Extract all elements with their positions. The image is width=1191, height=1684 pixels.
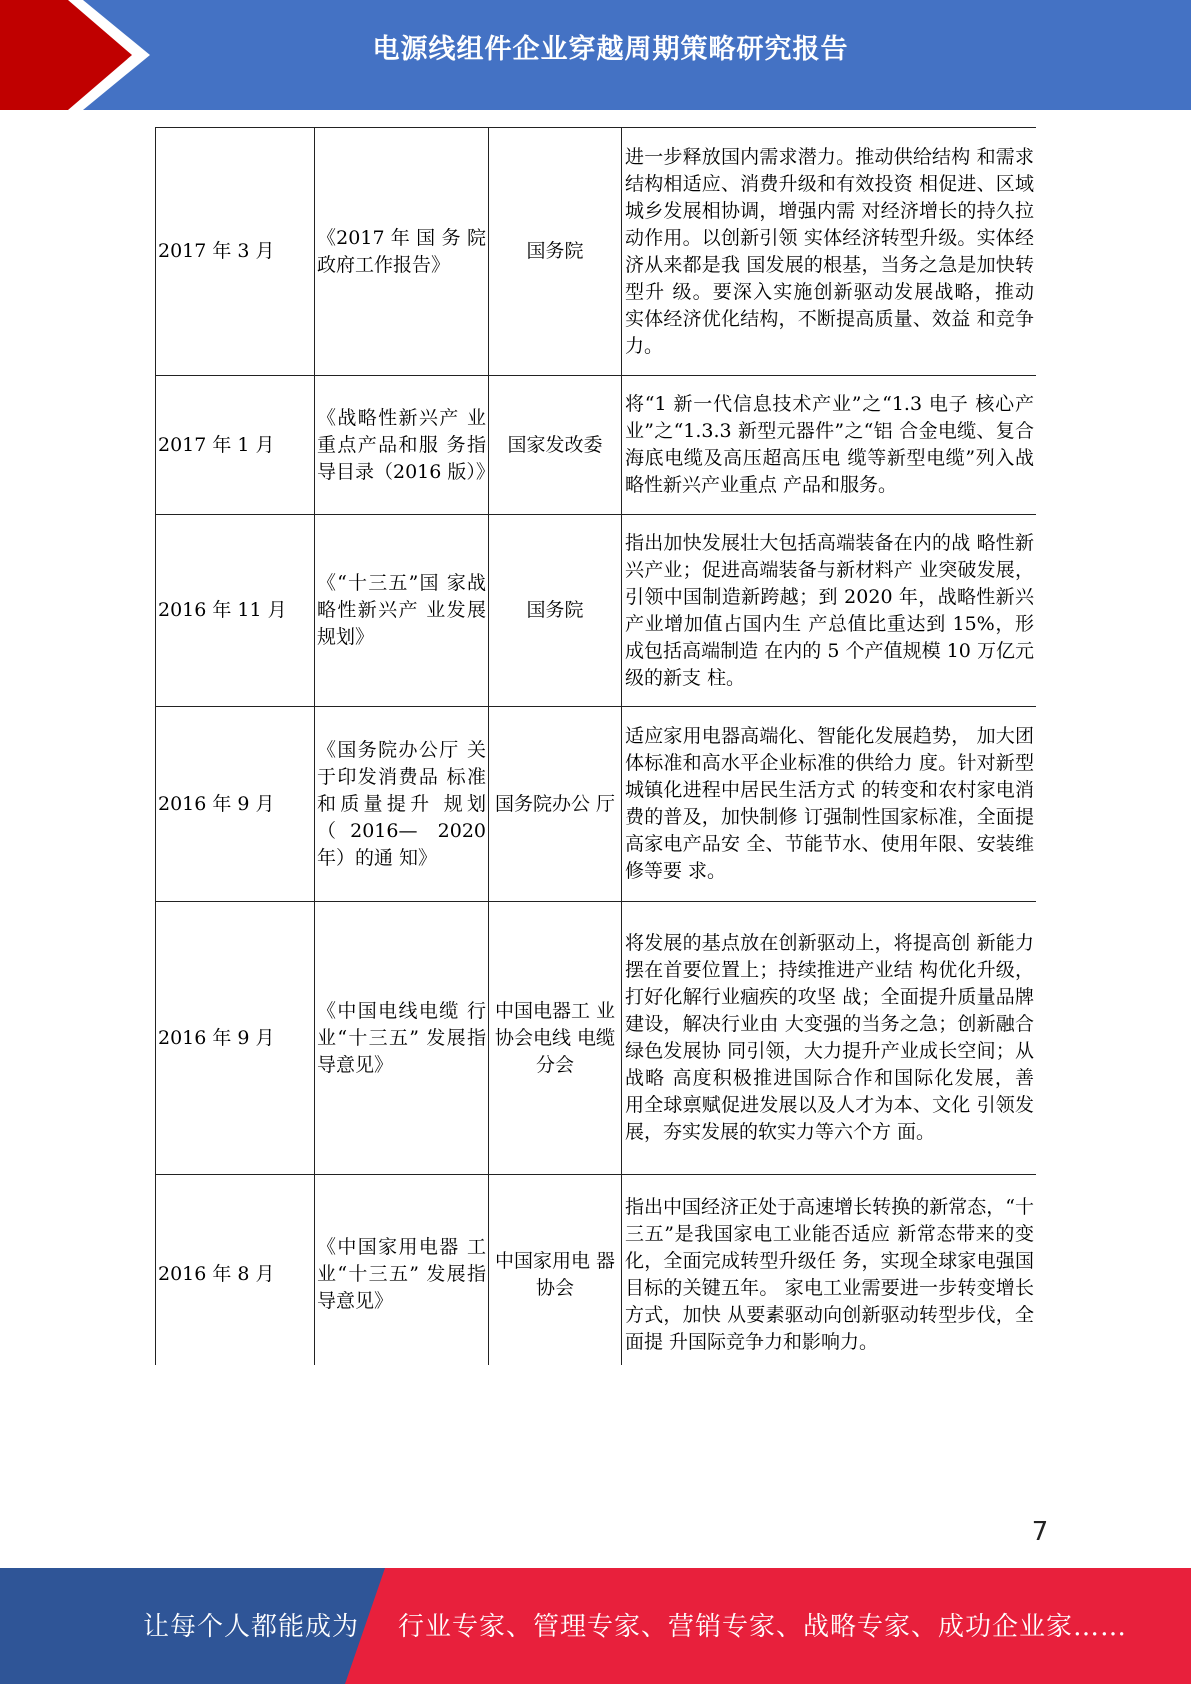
org-cell: 国务院办公 厅: [489, 707, 622, 902]
table-row: [156, 515, 1037, 707]
footer-banner: [0, 1568, 1191, 1684]
table-row: [156, 1175, 1037, 1366]
policy-table: [155, 127, 1036, 1365]
org-cell: 国务院: [489, 515, 622, 707]
content-cell: 指出中国经济正处于高速增长转换的新常态，“十三五”是我国家电工业能否适应 新常态带来的变化，全面完成转型升级任 务，实现全球家电强国目标的关键五年。 家电工业需要进一步转变增长方式，加快 从要素驱动向创新驱动转型步伐，全面提 升国际竞争力和影响力。: [622, 1175, 1037, 1366]
content-cell: 将“1 新一代信息技术产业”之“1.3 电子 核心产业”之“1.3.3 新型元器件”之“铝 合金电缆、复合海底电缆及高压超高压电 缆等新型电缆”列入战略性新兴产业重点 产品和服务。: [622, 376, 1037, 515]
document-cell: 《国务院办公厅 关于印发消费品 标准和质量提升 规划（2016— 2020 年）的通 知》: [315, 707, 489, 902]
content-cell: 适应家用电器高端化、智能化发展趋势， 加大团体标准和高水平企业标准的供给力 度。针对新型城镇化进程中居民生活方式 的转变和农村家电消费的普及，加快制修 订强制性国家标准，全面提高家电产品安 全、节能节水、使用年限、安装维修等要 求。: [622, 707, 1037, 902]
report-title: 电源线组件企业穿越周期策略研究报告: [372, 34, 849, 65]
org-cell: 中国电器工 业协会电线 电缆分会: [489, 902, 622, 1175]
date-cell: 2016 年 11 月: [156, 515, 315, 707]
table-row: [156, 376, 1037, 515]
date-cell: 2016 年 8 月: [156, 1175, 315, 1366]
table-row: [156, 902, 1037, 1175]
document-cell: 《2017 年 国 务 院 政府工作报告》: [315, 128, 489, 376]
date-cell: 2017 年 1 月: [156, 376, 315, 515]
footer-slogan-left: 让每个人都能成为: [143, 1612, 360, 1642]
document-cell: 《中国家用电器 工业“十三五” 发展指导意见》: [315, 1175, 489, 1366]
content-cell: 指出加快发展壮大包括高端装备在内的战 略性新兴产业；促进高端装备与新材料产 业突破发展，引领中国制造新跨越；到 2020 年，战略性新兴产业增加值占国内生 产总值比重达到 15%，形成包括高端制造 在内的 5 个产值规模 10 万亿元级的新支 柱。: [622, 515, 1037, 707]
org-cell: 中国家用电 器协会: [489, 1175, 622, 1366]
page-number: 7: [1031, 1517, 1049, 1547]
date-cell: 2016 年 9 月: [156, 707, 315, 902]
org-cell: 国家发改委: [489, 376, 622, 515]
date-cell: 2017 年 3 月: [156, 128, 315, 376]
date-cell: 2016 年 9 月: [156, 902, 315, 1175]
table-row: [156, 128, 1037, 376]
document-cell: 《战略性新兴产 业重点产品和服 务指导目录（2016 版）》: [315, 376, 489, 515]
org-cell: 国务院: [489, 128, 622, 376]
footer-slogan-right: 行业专家、管理专家、营销专家、战略专家、成功企业家……: [398, 1612, 1128, 1642]
document-cell: 《中国电线电缆 行业“十三五” 发展指导意见》: [315, 902, 489, 1175]
content-cell: 将发展的基点放在创新驱动上，将提高创 新能力摆在首要位置上；持续推进产业结 构优化升级，打好化解行业痼疾的攻坚 战；全面提升质量品牌建设，解决行业由 大变强的当务之急；创新融合绿色发展协 同引领，大力提升产业成长空间；从战略 高度积极推进国际合作和国际化发展，善 用全球禀赋促进发展以及人才为本、文化 引领发展，夯实发展的软实力等六个方 面。: [622, 902, 1037, 1175]
policy-table-container: [155, 127, 1036, 1365]
content-cell: 进一步释放国内需求潜力。推动供给结构 和需求结构相适应、消费升级和有效投资 相促进、区域城乡发展相协调，增强内需 对经济增长的持久拉动作用。以创新引领 实体经济转型升级。实体经济从来都是我 国发展的根基，当务之急是加快转型升 级。要深入实施创新驱动发展战略，推动 实体经济优化结构，不断提高质量、效益 和竞争力。: [622, 128, 1037, 376]
header-banner: [0, 0, 1191, 110]
table-row: [156, 707, 1037, 902]
document-cell: 《“十三五”国 家战略性新兴产 业发展规划》: [315, 515, 489, 707]
